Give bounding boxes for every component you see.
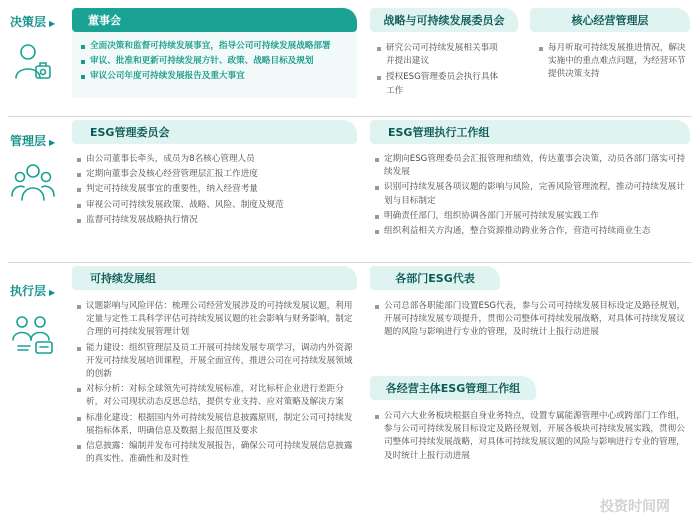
list-item: 研究公司可持续发展相关事项并提出建议 — [376, 42, 502, 68]
unit-group-list — [374, 410, 686, 466]
arrow-right-icon: ▶ — [49, 138, 56, 147]
dept-rep-list — [374, 300, 686, 343]
esg-committee-header — [72, 120, 357, 144]
list-item: 明确责任部门，组织协调各部门开展可持续发展实践工作 — [374, 210, 686, 223]
arrow-right-icon: ▶ — [49, 19, 56, 28]
sustain-group-list — [76, 300, 358, 468]
list-item: 审视公司可持续发展政策、战略、风险、制度及规范 — [76, 199, 356, 212]
board-list — [80, 40, 355, 86]
watermark: 投资时间网 — [600, 499, 670, 515]
list-item: 标准化建设：根据国内外可持续发展信息披露原则，制定公司可持续发展指标体系，明确信息及数据上报范围及要求 — [76, 412, 358, 438]
esg-committee-title: ESG管理委员会 — [90, 126, 170, 139]
list-item: 定期向ESG管理委员会汇报管理和绩效，传达董事会决策，动员各部门落实可持续发展 — [374, 153, 686, 179]
list-item: 公司六大业务板块根据自身业务特点，设置专属能源管理中心或跨部门工作组，参与公司可持续发展目标设定及路径规划，开展各板块可持续发展实践，贯彻公司整体可持续发展战略，对具体可持续发展议题的风险与影响进行专业的管理，及时统计上报行动进展 — [374, 410, 686, 463]
dept-rep-header — [370, 266, 500, 290]
dept-rep-title: 各部门ESG代表 — [395, 272, 475, 285]
tier-label-management — [10, 132, 55, 149]
arrow-right-icon: ▶ — [49, 288, 56, 297]
strategy-committee-header — [370, 8, 518, 32]
core-management-header — [530, 8, 690, 32]
sustain-group-title: 可持续发展组 — [90, 272, 156, 285]
list-item: 能力建设：组织管理层及员工开展可持续发展专项学习，调动内外资源开发可持续发展培训课程，开展全面宣传，推进公司在可持续发展领域的创新 — [76, 342, 358, 382]
list-item: 组织利益相关方沟通，整合资源推动跨业务合作，营造可持续商业生态 — [374, 225, 686, 238]
list-item: 公司总部各职能部门设置ESG代表，参与公司可持续发展目标设定及路径规划，开展可持续发展专项提升，贯彻公司整体可持续发展战略，对具体可持续发展议题的风险与影响进行专业的管理，及时统计上报行动进展 — [374, 300, 686, 340]
list-item: 审议、批准和更新可持续发展方针、政策、战略目标及规划 — [80, 55, 355, 68]
tier-label-decision — [10, 13, 55, 30]
board-title: 董事会 — [88, 14, 121, 27]
tier-divider — [8, 116, 692, 117]
tier-label-execution — [10, 282, 55, 299]
board-header — [72, 8, 357, 32]
core-management-title: 核心经营管理层 — [571, 14, 649, 27]
team-network-icon — [10, 312, 56, 358]
list-item: 定期向董事会及核心经营管理层汇报工作进度 — [76, 168, 356, 181]
list-item: 授权ESG管理委员会执行具体工作 — [376, 71, 502, 97]
list-item: 识别可持续发展各项议题的影响与风险，完善风险管理流程，推动可持续发展计划与目标制定 — [374, 181, 686, 207]
executive-person-icon — [10, 40, 56, 86]
unit-group-header — [370, 376, 536, 400]
strategy-committee-list — [376, 42, 502, 101]
tier-label-management-text: 管理层 — [10, 134, 47, 148]
esg-workgroup-list — [374, 153, 686, 240]
esg-workgroup-title: ESG管理执行工作组 — [388, 126, 490, 139]
list-item: 判定可持续发展事宜的重要性，纳入经营考量 — [76, 183, 356, 196]
list-item: 由公司董事长牵头，成员为8名核心管理人员 — [76, 153, 356, 166]
tier-divider — [8, 262, 692, 263]
esg-workgroup-header — [370, 120, 690, 144]
manager-group-icon — [10, 160, 56, 206]
sustain-group-header — [72, 266, 357, 290]
strategy-committee-title: 战略与可持续发展委员会 — [383, 14, 505, 27]
tier-label-decision-text: 决策层 — [10, 15, 47, 29]
tier-label-execution-text: 执行层 — [10, 284, 47, 298]
unit-group-title: 各经营主体ESG管理工作组 — [385, 382, 521, 395]
list-item: 每月听取可持续发展推进情况，解决实施中的重点难点问题，为经营环节提供决策支持 — [538, 42, 686, 82]
esg-committee-list — [76, 153, 356, 229]
list-item: 信息披露：编制并发布可持续发展报告，确保公司可持续发展信息披露的真实性、准确性和及时性 — [76, 440, 358, 466]
list-item: 审议公司年度可持续发展报告及重大事宜 — [80, 70, 355, 83]
list-item: 监督可持续发展战略执行情况 — [76, 214, 356, 227]
list-item: 全面决策和监督可持续发展事宜，指导公司可持续发展战略部署 — [80, 40, 355, 53]
list-item: 议题影响与风险评估：梳理公司经营发展涉及的可持续发展议题，利用定量与定性工具科学评估可持续发展议题的社会影响与财务影响，制定合理的可持续发展管理计划 — [76, 300, 358, 340]
core-management-list — [538, 42, 686, 85]
list-item: 对标分析：对标全球领先可持续发展标准，对比标杆企业进行差距分析，对公司现状动态反思总结，提供专业支持、应对策略及解决方案 — [76, 383, 358, 409]
